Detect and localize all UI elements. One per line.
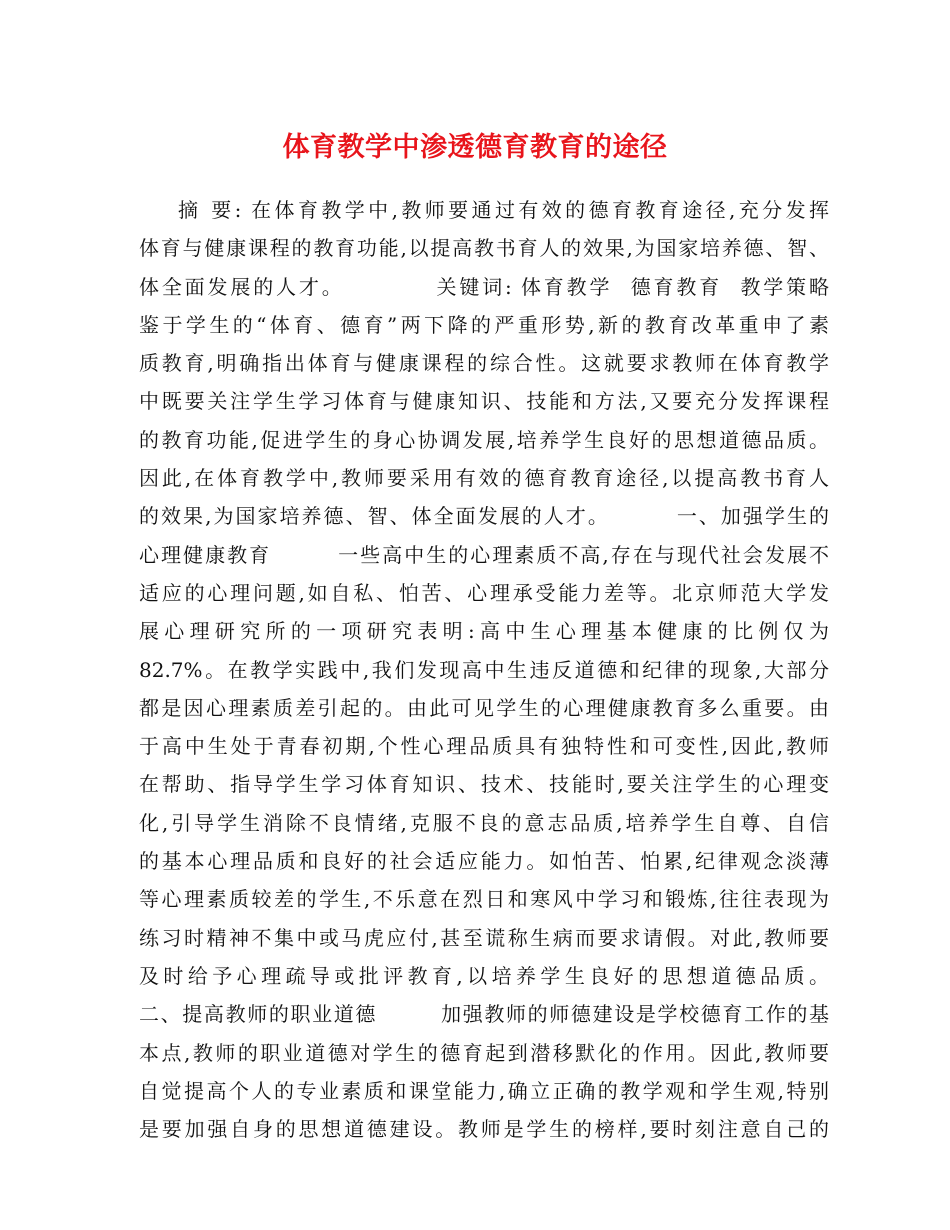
body-line: 中既要关注学生学习体育与健康知识、技能和方法,又要充分发挥课程 <box>139 389 829 414</box>
body-line: 的效果,为国家培养德、智、体全面发展的人才。 一、加强学生的 <box>139 504 829 529</box>
body-line: 适应的心理问题,如自私、怕苦、心理承受能力差等。北京师范大学发 <box>139 580 829 605</box>
body-line: 体育与健康课程的教育功能,以提高教书育人的效果,为国家培养德、智、 <box>139 236 829 261</box>
body-line: 82.7%。在教学实践中,我们发现高中生违反道德和纪律的现象,大部分 <box>139 657 829 682</box>
body-line: 练习时精神不集中或马虎应付,甚至谎称生病而要求请假。对此,教师要 <box>139 925 829 950</box>
body-line: 于高中生处于青春初期,个性心理品质具有独特性和可变性,因此,教师 <box>139 734 829 759</box>
body-line: 摘 要: 在体育教学中,教师要通过有效的德育教育途径,充分发挥 <box>139 198 829 222</box>
body-line: 二、提高教师的职业道德 加强教师的师德建设是学校德育工作的基 <box>139 1002 829 1027</box>
body-line: 体全面发展的人才。 关键词: 体育教学 德育教育 教学策略 <box>139 274 829 299</box>
body-line: 都是因心理素质差引起的。由此可见学生的心理健康教育多么重要。由 <box>139 695 829 720</box>
body-line: 鉴于学生的“体育、德育”两下降的严重形势,新的教育改革重申了素 <box>139 312 829 337</box>
body-line: 自觉提高个人的专业素质和课堂能力,确立正确的教学观和学生观,特别 <box>139 1078 829 1103</box>
body-line: 质教育,明确指出体育与健康课程的综合性。这就要求教师在体育教学 <box>139 351 829 376</box>
document-body <box>139 191 829 1148</box>
body-line: 是要加强自身的思想道德建设。教师是学生的榜样,要时刻注意自己的 <box>139 1117 829 1142</box>
body-line: 在帮助、指导学生学习体育知识、技术、技能时,要关注学生的心理变 <box>139 772 829 797</box>
document-title: 体育教学中渗透德育教育的途径 <box>282 132 668 163</box>
body-line: 展心理研究所的一项研究表明:高中生心理基本健康的比例仅为 <box>139 619 829 644</box>
body-line: 本点,教师的职业道德对学生的德育起到潜移默化的作用。因此,教师要 <box>139 1040 829 1065</box>
body-line: 化,引导学生消除不良情绪,克服不良的意志品质,培养学生自尊、自信 <box>139 810 829 835</box>
body-line: 心理健康教育 一些高中生的心理素质不高,存在与现代社会发展不 <box>139 542 829 567</box>
body-line: 及时给予心理疏导或批评教育,以培养学生良好的思想道德品质。 <box>139 963 829 988</box>
body-line: 因此,在体育教学中,教师要采用有效的德育教育途径,以提高教书育人 <box>139 466 829 491</box>
body-line: 等心理素质较差的学生,不乐意在烈日和寒风中学习和锻炼,往往表现为 <box>139 887 829 912</box>
body-line: 的基本心理品质和良好的社会适应能力。如怕苦、怕累,纪律观念淡薄 <box>139 849 829 874</box>
body-line: 的教育功能,促进学生的身心协调发展,培养学生良好的思想道德品质。 <box>139 427 829 452</box>
